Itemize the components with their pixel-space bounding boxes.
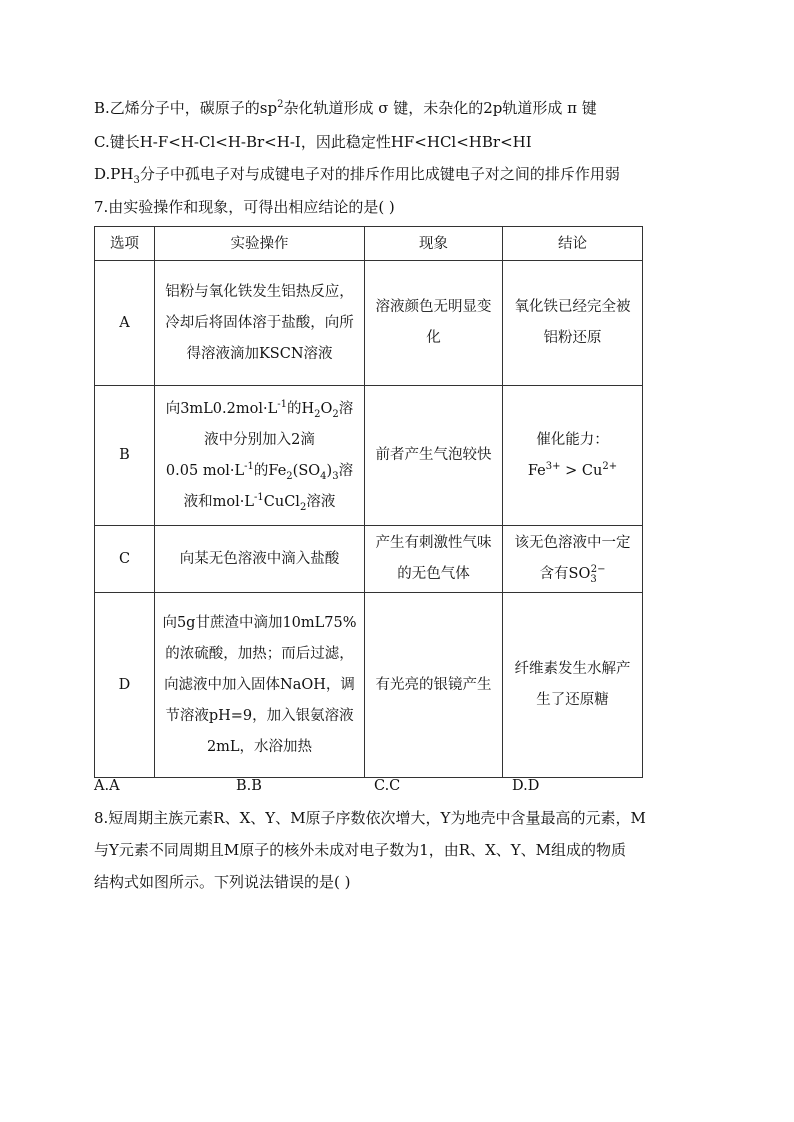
row-phenomenon: 有光亮的银镜产生: [365, 593, 503, 778]
header-conclusion: 结论: [503, 227, 643, 261]
answer-option-a: A.A: [94, 778, 120, 794]
row-conclusion: 氧化铁已经完全被铝粉还原: [503, 261, 643, 386]
option-d-text: D.PH: [94, 165, 134, 183]
conclusion-formula: $Fe^{3+} > Cu^{2+}$: [527, 460, 618, 479]
header-phenomenon: 现象: [365, 227, 503, 261]
table-row: [95, 261, 643, 386]
operation-line: 液中分别加入2滴: [204, 431, 315, 448]
subscript: 3: [133, 175, 140, 186]
row-operation: [155, 386, 365, 526]
row-phenomenon: 产生有刺激性气味的无色气体: [365, 526, 503, 593]
question-8-line-1: 8.短周期主族元素R、X、Y、M原子序数依次增大，Y为地壳中含量最高的元素，M: [94, 809, 646, 827]
table-row: [95, 386, 643, 526]
row-phenomenon: 溶液颜色无明显变化: [365, 261, 503, 386]
header-operation: 实验操作: [155, 227, 365, 261]
option-d-text-2: 分子中孤电子对与成键电子对的排斥作用比成键电子对之间的排斥作用弱: [139, 165, 620, 183]
option-b-text-2: 杂化轨道形成 σ 键，未杂化的2p轨道形成 π 键: [283, 99, 597, 117]
question-8-line-2: 与Y元素不同周期且M原子的核外未成对电子数为1，由R、X、Y、M组成的物质: [94, 841, 627, 859]
operation-line: 0.05 $mol\cdot L^{-1}$的$Fe_2(SO_4)_3$溶: [165, 460, 354, 482]
row-option-label: B: [95, 386, 155, 526]
table-header-row: [95, 227, 643, 261]
row-conclusion: [503, 386, 643, 526]
row-phenomenon: 前者产生气泡较快: [365, 386, 503, 526]
operation-line: 液和$mol\cdot L^{-1}CuCl_2$溶液: [183, 491, 336, 513]
answer-option-c: C.C: [374, 778, 401, 794]
answer-option-b: B.B: [236, 778, 262, 794]
table-row: [95, 593, 643, 778]
row-option-label: C: [95, 526, 155, 593]
row-conclusion: 该无色溶液中一定含有$SO_3^{2-}$: [503, 526, 643, 593]
row-conclusion: 纤维素发生水解产生了还原糖: [503, 593, 643, 778]
option-b-text: B.乙烯分子中，碳原子的sp: [94, 99, 278, 117]
answer-option-d: D.D: [512, 778, 540, 794]
option-d-line: [94, 164, 620, 184]
row-option-label: A: [95, 261, 155, 386]
question-7-stem: 7.由实验操作和现象，可得出相应结论的是( ): [94, 198, 395, 216]
row-operation: 向某无色溶液中滴入盐酸: [155, 526, 365, 593]
experiment-table: [94, 226, 643, 778]
superscript: 2: [277, 99, 284, 110]
conclusion-line: 催化能力：: [536, 431, 609, 448]
operation-line: 向$3mL0.2mol\cdot L^{-1}$的$H_2O_2$溶: [165, 398, 354, 420]
option-c-line: C.键长H-F<H-Cl<H-Br<H-I，因此稳定性HF<HCl<HBr<HI: [94, 133, 532, 151]
header-option: 选项: [95, 227, 155, 261]
question-8-line-3: 结构式如图所示。下列说法错误的是( ): [94, 873, 351, 891]
table-row: [95, 526, 643, 593]
option-b-line: [94, 98, 597, 118]
row-operation: 铝粉与氧化铁发生铝热反应，冷却后将固体溶于盐酸，向所得溶液滴加KSCN溶液: [155, 261, 365, 386]
row-operation: 向5g甘蔗渣中滴加10mL75%的浓硫酸，加热；而后过滤，向滤液中加入固体NaOH，调节溶液pH=9，加入银氨溶液2mL，水浴加热: [155, 593, 365, 778]
row-option-label: D: [95, 593, 155, 778]
